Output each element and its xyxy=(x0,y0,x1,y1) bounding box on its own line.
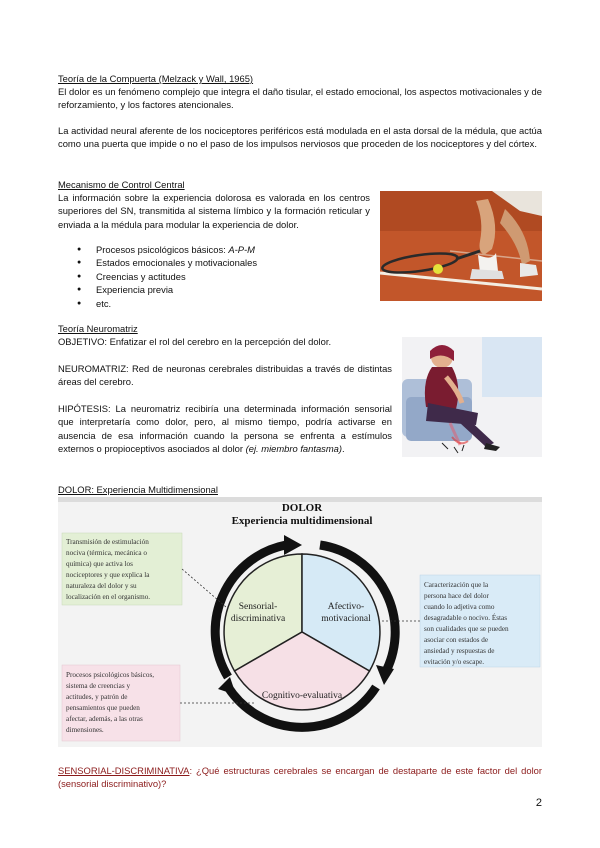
box-line: son cualidades que se pueden xyxy=(424,625,509,633)
box-line: desagradable o nocivo. Éstas xyxy=(424,614,508,622)
box-line: afectar, además, a las otras xyxy=(66,715,143,723)
box-line: nociceptores y que explica la xyxy=(66,571,150,579)
list-item: ● Estados emocionales y motivacionales xyxy=(58,256,370,269)
box-line: dimensiones. xyxy=(66,726,104,734)
tennis-injury-photo xyxy=(380,191,542,301)
list-item: ● etc. xyxy=(58,297,370,310)
box-line: Caracterización que la xyxy=(424,581,489,589)
label-cognitivo: Cognitivo-evaluativa xyxy=(261,691,343,701)
paragraph-hipotesis xyxy=(58,402,392,456)
hipotesis-text: HIPÓTESIS: La neuromatriz recibiría una determinada información sensorial que interpretaría como dolor, pero, al mismo tiempo, podría activarse en ausencia de esa información cuando la persona se enfrenta a estímulos externos o propioceptivos asociados al dolor xyxy=(58,403,392,455)
question-label: SENSORIAL-DISCRIMINATIVA xyxy=(58,765,190,776)
bullet-list xyxy=(58,243,370,310)
diagram-subtitle: Experiencia multidimensional xyxy=(231,515,373,527)
section-title-control-central: Mecanismo de Control Central xyxy=(58,179,185,190)
tennis-injury-illustration xyxy=(380,191,542,301)
list-item xyxy=(58,243,370,256)
question-paragraph xyxy=(58,764,542,791)
list-item: ● Experiencia previa xyxy=(58,283,370,296)
box-line: Procesos psicológicos básicos, xyxy=(66,671,155,679)
box-line: cuando lo adjetiva como xyxy=(424,603,495,611)
box-line: persona hace del dolor xyxy=(424,592,489,600)
section-title-neuromatriz: Teoría Neuromatriz xyxy=(58,323,138,334)
box-line: ansiedad y respuestas de xyxy=(424,647,495,655)
box-line: localización en el organismo. xyxy=(66,593,151,601)
list-item: ● Creencias y actitudes xyxy=(58,270,370,283)
label-afectivo-1: Afectivo- xyxy=(327,602,365,612)
section-title-multidimensional: DOLOR: Experiencia Multidimensional xyxy=(58,484,218,495)
box-line: química) que activa los xyxy=(66,560,133,568)
diagram-title: DOLOR xyxy=(281,502,323,514)
hipotesis-end: . xyxy=(342,443,345,455)
box-line: evitación y/o escape. xyxy=(424,658,485,666)
box-line: nociva (térmica, mecánica o xyxy=(66,549,148,557)
section-title-compuerta: Teoría de la Compuerta (Melzack y Wall, 1965) xyxy=(58,73,254,84)
box-line: pensamientos que pueden xyxy=(66,704,140,712)
paragraph-objetivo: OBJETIVO: Enfatizar el rol del cerebro en la percepción del dolor. xyxy=(58,336,332,347)
label-sensorial-1: Sensorial- xyxy=(238,602,278,612)
paragraph-dolor: El dolor es un fenómeno complejo que integra el daño tisular, el estado emocional, los aspectos motivacionales y de reforzamiento, y los factores atencionales. xyxy=(58,86,542,111)
phantom-limb-drawing xyxy=(402,337,542,457)
label-sensorial-2: discriminativa xyxy=(230,614,286,624)
box-line: asociar con estados de xyxy=(424,636,489,644)
box-line: sistema de creencias y xyxy=(66,682,131,690)
box-line: naturaleza del dolor y su xyxy=(66,582,137,590)
bullet-italic-text: A-P-M xyxy=(228,244,255,255)
box-line: actitudes, y patrón de xyxy=(66,693,128,701)
pain-dimensions-svg xyxy=(58,497,542,747)
label-afectivo-2: motivacional xyxy=(321,614,371,624)
page-number: 2 xyxy=(535,797,542,809)
phantom-limb-illustration xyxy=(402,337,542,457)
paragraph-neuromatriz: NEUROMATRIZ: Red de neuronas cerebrales distribuidas a través de distintas áreas del cerebro. xyxy=(58,363,392,388)
box-line: Transmisión de estimulación xyxy=(66,538,149,546)
paragraph-control-central: La información sobre la experiencia dolorosa es valorada en los centros superiores del SN, transmitida al sistema límbico y la formación reticular y enviada a la médula para modular la experiencia de dolor. xyxy=(58,192,370,230)
question-text: : ¿Qué estructuras cerebrales se encargan de destaparte de este factor del dolor (sensorial discriminativo)? xyxy=(58,765,542,790)
bullet-text: Procesos psicológicos básicos: xyxy=(96,244,229,255)
paragraph-actividad-neural: La actividad neural aferente de los nociceptores periféricos está modulada en el asta dorsal de la médula, que actúa como una puerta que impide o no el paso de los impulsos nerviosos que proceden de los nociceptores y del córtex. xyxy=(58,125,542,150)
hipotesis-example: (ej. miembro fantasma) xyxy=(245,443,343,455)
pain-dimensions-diagram xyxy=(58,497,542,747)
